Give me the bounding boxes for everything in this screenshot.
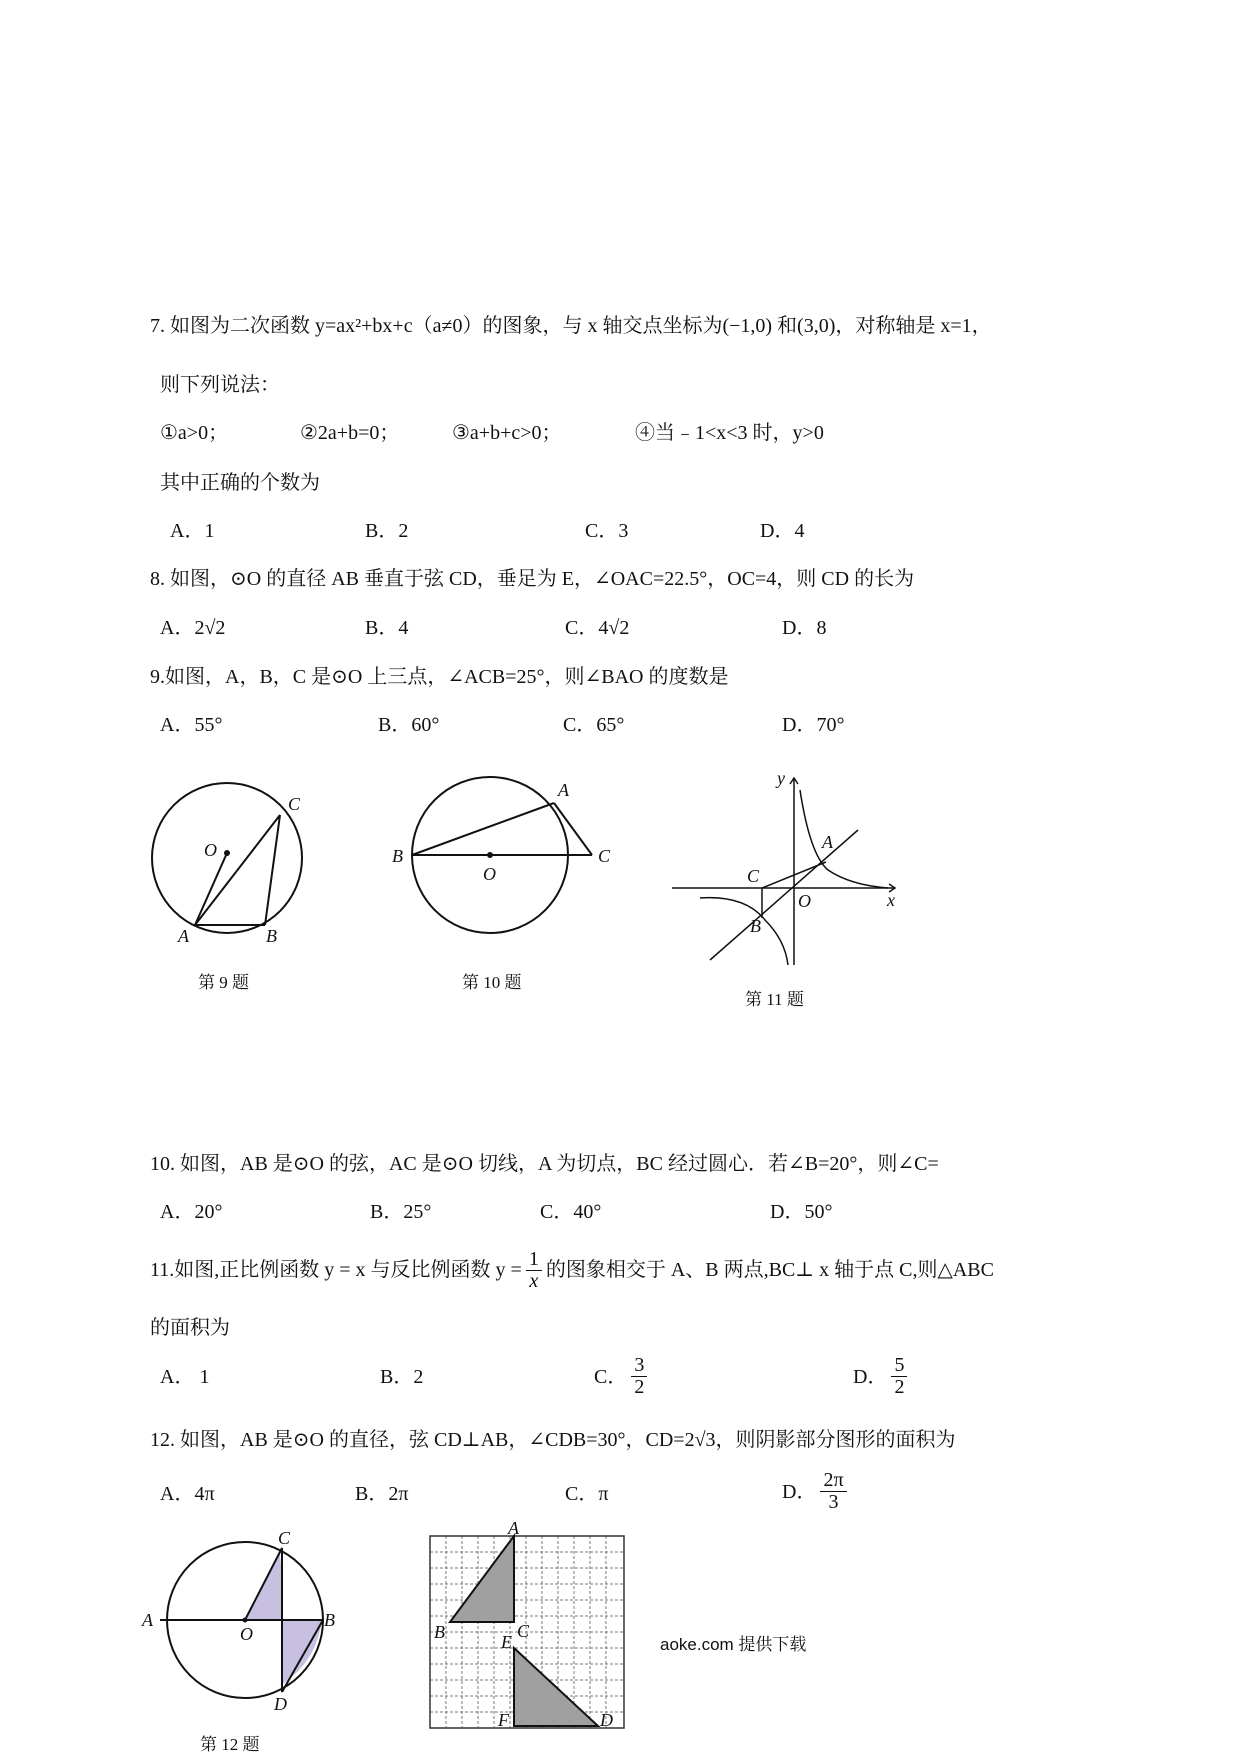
q10-text: 10. 如图，AB 是⊙O 的弦，AC 是⊙O 切线，A 为切点，BC 经过圆心．若∠B=20°，则∠C=: [150, 1153, 939, 1175]
q12-option-c: C．π: [565, 1483, 609, 1505]
q11-option-a: A． 1: [160, 1366, 210, 1388]
q7-option-a: A．1: [170, 520, 215, 542]
fig10-caption: 第 10 题: [462, 973, 522, 992]
fig11-line-y-eq-x: [710, 830, 858, 960]
fig12-center-dot: [243, 1618, 248, 1623]
q9-text: 9.如图，A，B，C 是⊙O 上三点，∠ACB=25°，则∠BAO 的度数是: [150, 666, 729, 688]
q11-line2: 的面积为: [150, 1317, 230, 1339]
q9-option-c: C．65°: [563, 714, 625, 736]
q10-option-d: D．50°: [770, 1201, 833, 1223]
q7-line2: 则下列说法：: [160, 374, 280, 396]
fig11-label-c: C: [747, 866, 760, 886]
q7-option-c: C．3: [585, 520, 629, 542]
q11-option-d: [853, 1355, 911, 1398]
fig12-label-a: A: [142, 1610, 153, 1630]
q11-frac-den: x: [529, 1269, 539, 1292]
fig9-label-c: C: [288, 794, 301, 814]
q8-option-c: C．4√2: [565, 617, 630, 639]
q12-text: 12. 如图，AB 是⊙O 的直径，弦 CD⊥AB，∠CDB=30°，CD=2√3，则阴影部分图形的面积为: [150, 1429, 956, 1451]
watermark-text: aoke.com 提供下载: [660, 1635, 807, 1654]
q7-statement-4: ④当﹣1<x<3 时，y>0: [635, 422, 824, 444]
fig13-label-d: D: [600, 1710, 613, 1730]
fig13-triangle-abc: [450, 1536, 514, 1622]
fig10-label-a: A: [558, 780, 569, 800]
q11-option-b: B．2: [380, 1366, 424, 1388]
q8-text: 8. 如图，⊙O 的直径 AB 垂直于弦 CD，垂足为 E，∠OAC=22.5°，OC=4，则 CD 的长为: [150, 568, 915, 590]
q7-line4: 其中正确的个数为: [160, 472, 320, 494]
fig9-label-a: A: [178, 926, 189, 946]
fig13-label-a: A: [508, 1518, 519, 1538]
figure-10: [380, 770, 640, 900]
q11-fraction: [526, 1249, 542, 1292]
q7-option-d: D．4: [760, 520, 805, 542]
q8-option-b: B．4: [365, 617, 409, 639]
q10-option-c: C．40°: [540, 1201, 602, 1223]
q11-option-d-num: 5: [891, 1355, 907, 1377]
q11-option-c-den: 2: [634, 1376, 645, 1398]
q8-option-a: A．2√2: [160, 617, 226, 639]
fig11-hyperbola-lower: [700, 898, 788, 965]
fig12-label-o: O: [240, 1624, 253, 1644]
q7-option-b: B．2: [365, 520, 409, 542]
q12-option-d-den: 3: [828, 1491, 839, 1513]
q7-line1: 7. 如图为二次函数 y=ax²+bx+c（a≠0）的图象，与 x 轴交点坐标为(−1,0) 和(3,0)，对称轴是 x=1，: [150, 315, 992, 337]
fig11-label-o: O: [798, 891, 811, 911]
fig13-label-e: E: [501, 1632, 512, 1652]
figure-12: [142, 1528, 348, 1715]
fig10-center-dot: [487, 852, 493, 858]
q11-option-c: [594, 1355, 651, 1398]
fig11-caption: 第 11 题: [745, 990, 804, 1009]
fig11-hyperbola-upper: [800, 790, 888, 888]
figure-11: [670, 770, 910, 970]
fig11-label-a: A: [822, 832, 833, 852]
q10-option-b: B．25°: [370, 1201, 432, 1223]
fig9-center-dot: [224, 850, 230, 856]
q9-option-b: B．60°: [378, 714, 440, 736]
q11-option-d-fraction: [891, 1355, 907, 1398]
fig13-triangle-efd: [514, 1648, 598, 1726]
fig10-label-c: C: [598, 846, 611, 866]
fig12-label-c: C: [278, 1528, 291, 1548]
q11-option-d-den: 2: [894, 1376, 905, 1398]
q11-option-d-prefix: D．: [853, 1365, 888, 1388]
q12-option-a: A．4π: [160, 1483, 215, 1505]
fig13-label-c: C: [517, 1621, 530, 1641]
fig10-tangent-ac: [554, 803, 592, 855]
q11-option-c-fraction: [631, 1355, 647, 1398]
fig10-segment-ba: [412, 803, 554, 855]
fig13-label-f: F: [498, 1710, 509, 1730]
q12-option-b: B．2π: [355, 1483, 409, 1505]
q10-option-a: A．20°: [160, 1201, 223, 1223]
q11-text-a: 11.如图,正比例函数 y = x 与反比例函数 y =: [150, 1259, 522, 1281]
q9-option-a: A．55°: [160, 714, 223, 736]
fig11-label-x: x: [887, 890, 895, 910]
fig9-circle: [152, 783, 302, 933]
q7-statement-2: ②2a+b=0；: [300, 422, 400, 444]
fig12-caption: 第 12 题: [200, 1735, 260, 1754]
fig10-label-b: B: [392, 846, 403, 866]
fig11-label-y: y: [777, 768, 785, 788]
q7-statement-1: ①a>0；: [160, 422, 229, 444]
figure-9: [130, 770, 330, 950]
fig12-label-b: B: [324, 1610, 335, 1630]
fig9-label-o: O: [204, 840, 217, 860]
q12-option-d-num: 2π: [820, 1470, 846, 1492]
q11-option-c-prefix: C．: [594, 1365, 628, 1388]
q11-frac-num: 1: [526, 1249, 542, 1271]
q7-statement-3: ③a+b+c>0；: [452, 422, 562, 444]
fig12-label-d: D: [274, 1694, 287, 1714]
fig9-caption: 第 9 题: [198, 973, 249, 992]
fig10-label-o: O: [483, 864, 496, 884]
figure-13: [428, 1518, 638, 1730]
q11-line1: [150, 1240, 994, 1300]
q11-text-b: 的图象相交于 A、B 两点,BC⊥ x 轴于点 C,则△ABC: [545, 1259, 994, 1281]
q12-option-d-fraction: [820, 1470, 846, 1513]
q11-option-c-num: 3: [631, 1355, 647, 1377]
q12-option-d-prefix: D．: [782, 1480, 817, 1503]
q9-option-d: D．70°: [782, 714, 845, 736]
fig13-label-b: B: [434, 1622, 445, 1642]
q8-option-d: D．8: [782, 617, 827, 639]
q12-option-d: [782, 1470, 851, 1513]
fig11-label-b: B: [750, 916, 761, 936]
fig9-label-b: B: [266, 926, 277, 946]
